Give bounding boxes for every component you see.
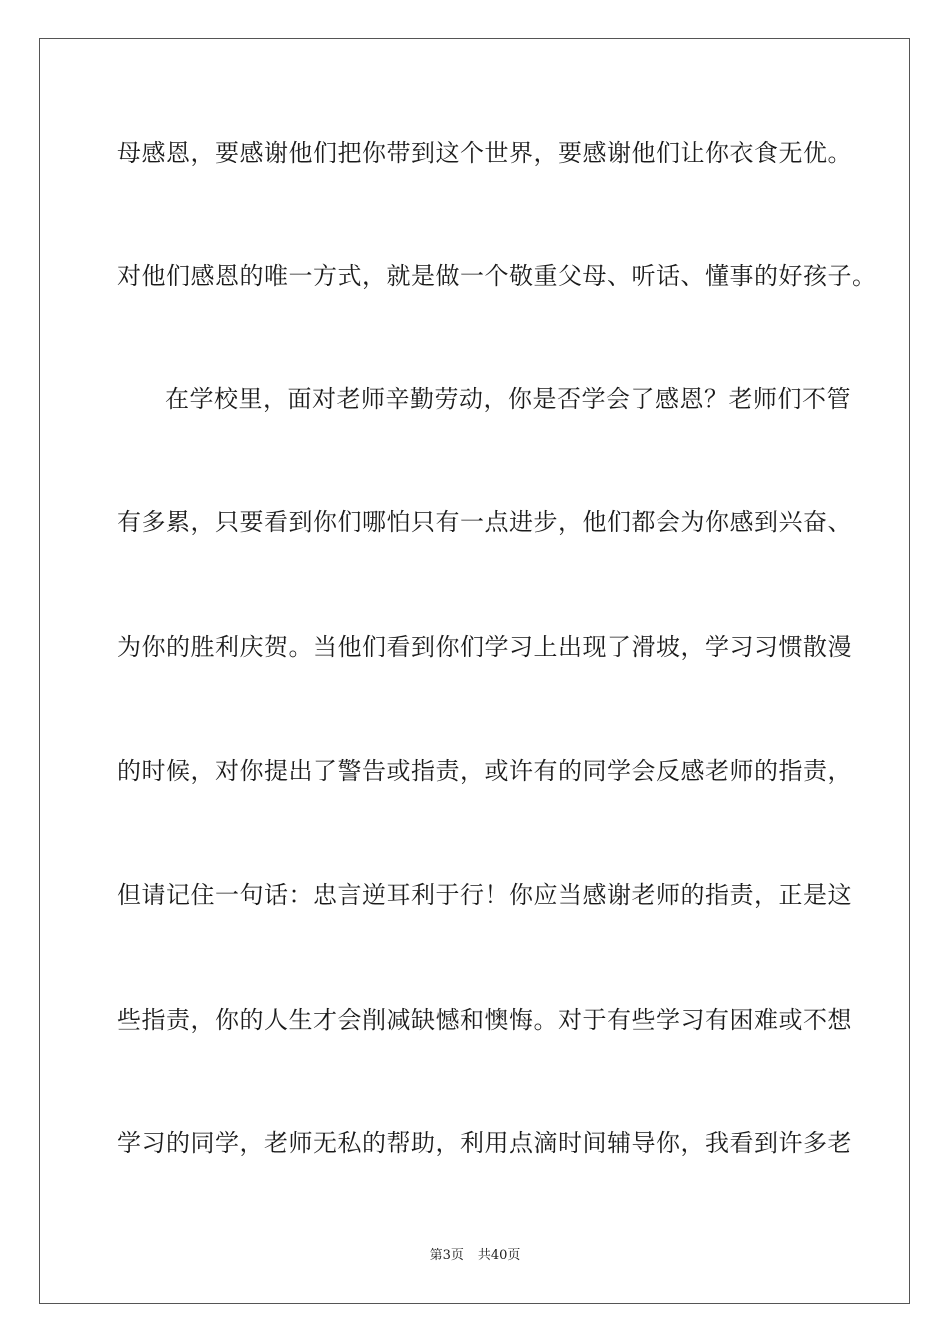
page-footer xyxy=(0,1247,950,1265)
text-line-4: 有多累，只要看到你们哪怕只有一点进步，他们都会为你感到兴奋、 xyxy=(117,508,852,536)
page-frame xyxy=(39,38,910,1304)
text-line-8: 些指责，你的人生才会削减缺憾和懊悔。对于有些学习有困难或不想 xyxy=(117,1006,852,1034)
text-line-2: 对他们感恩的唯一方式，就是做一个敬重父母、听话、懂事的好孩子。 xyxy=(117,262,877,290)
text-line-3: 在学校里，面对老师辛勤劳动，你是否学会了感恩？老师们不管 xyxy=(165,385,851,413)
text-line-5: 为你的胜利庆贺。当他们看到你们学习上出现了滑坡，学习习惯散漫 xyxy=(117,633,852,661)
text-line-7: 但请记住一句话：忠言逆耳利于行！你应当感谢老师的指责，正是这 xyxy=(117,881,852,909)
text-line-1: 母感恩，要感谢他们把你带到这个世界，要感谢他们让你衣食无优。 xyxy=(117,139,852,167)
page-number: 第3页 xyxy=(429,1248,464,1263)
text-line-9: 学习的同学，老师无私的帮助，利用点滴时间辅导你，我看到许多老 xyxy=(117,1129,852,1157)
page-total: 共40页 xyxy=(477,1248,521,1263)
text-line-6: 的时候，对你提出了警告或指责，或许有的同学会反感老师的指责， xyxy=(117,757,852,785)
